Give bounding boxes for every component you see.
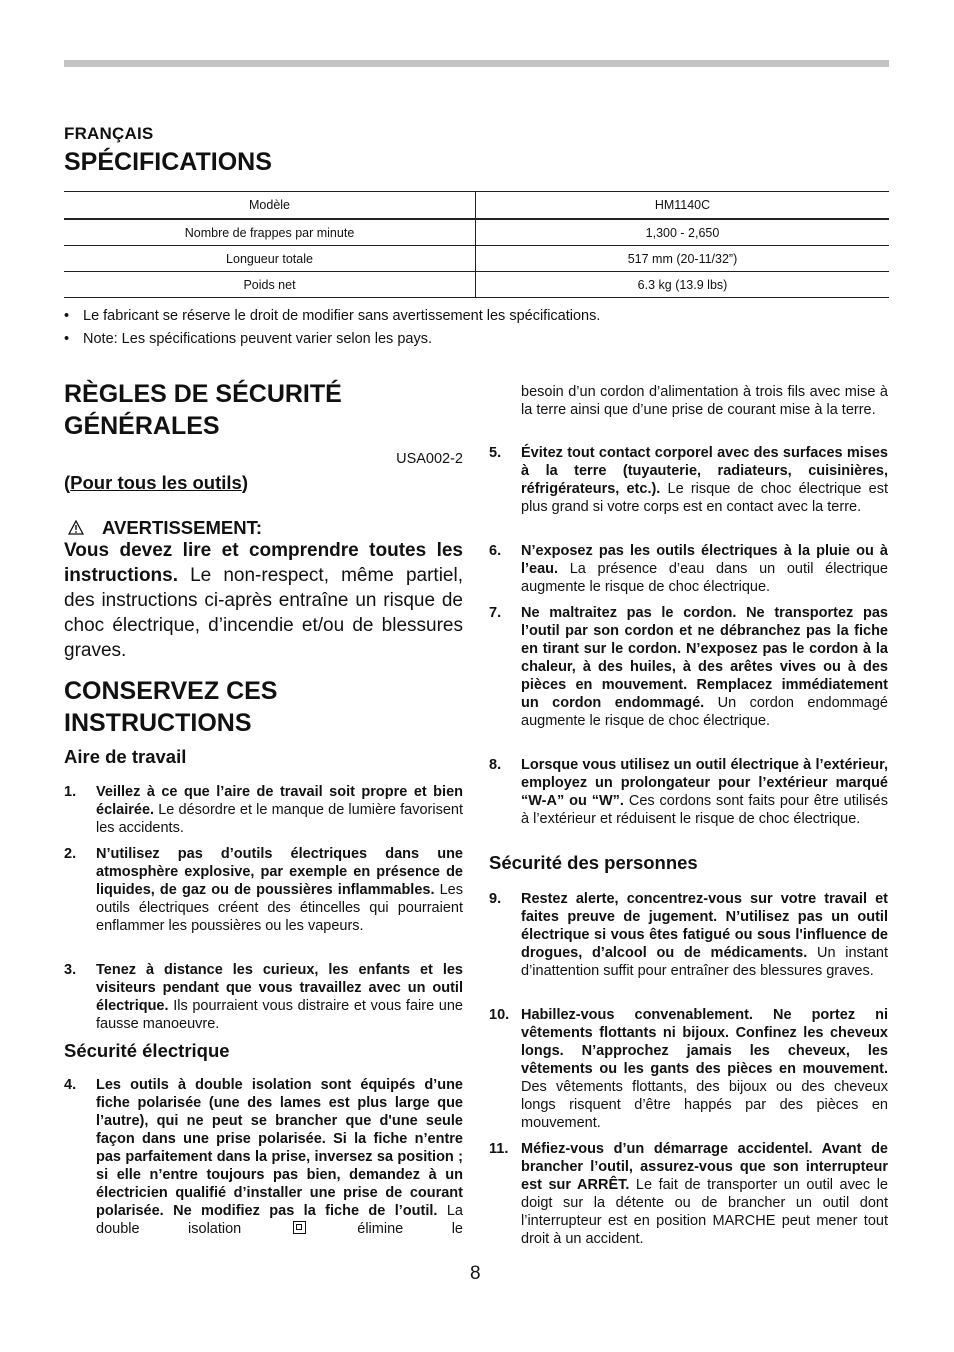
item-body [521, 1006, 888, 1132]
item-number: 10. [489, 1007, 510, 1023]
list-item [489, 1006, 888, 1132]
item-body [96, 783, 463, 837]
item-bold: Restez alerte, concentrez-vous sur votre travail et faites preuve de jugement. N’utilisez pas un outil électrique si vous êtes fatigué ou sous l'influence de drogues, d’alcool ou de médicaments. [521, 891, 888, 961]
item-body [96, 961, 463, 1033]
item-rest: Ils pourraient vous distraire et vous faire une fausse manoeuvre. [96, 998, 463, 1032]
keep-title-line2: INSTRUCTIONS [64, 709, 252, 737]
table-cell: Longueur totale [64, 246, 476, 272]
warning-label: AVERTISSEMENT: [102, 517, 263, 538]
list-item [489, 542, 888, 596]
keep-title-line1: CONSERVEZ CES [64, 677, 278, 705]
item-rest: Ces cordons sont faits pour être utilisés à l’extérieur et réduisent le risque de choc électrique. [521, 793, 889, 827]
item-rest: Des vêtements flottants, des bijoux ou des cheveux longs risquent d’être happés par des pièces en mouvement. [521, 1079, 888, 1131]
paren-open: ( [64, 472, 71, 493]
work-area-heading: Aire de travail [64, 746, 187, 767]
table-row [64, 272, 889, 298]
list-item [64, 783, 463, 837]
item-body [521, 890, 888, 980]
item-number: 6. [489, 543, 502, 559]
item-body [521, 542, 888, 596]
item-number: 4. [64, 1077, 77, 1093]
item-rest: La présence d’eau dans un outil électrique augmente le risque de choc électrique. [521, 561, 888, 595]
item-bold: Les outils à double isolation sont équipés d’une fiche polarisée (une des lames est plus large que l’autre), qui ne peut se brancher que d'une seule façon dans une prise polarisée. Si la fiche n’entre pas parfaitement dans la prise, inversez sa position ; si elle n’entre toujours pas bien, demandez à un électricien qualifié d’installer une prise de courant polarisée. Ne modifiez pas la fiche de l’outil. [96, 1077, 463, 1219]
double-insulation-icon [293, 1221, 306, 1234]
item-bold: Méfiez-vous d’un démarrage accidentel. Avant de brancher l’outil, assurez-vous que son interrupteur est sur ARRÊT. [521, 1141, 888, 1193]
item-body [521, 604, 888, 730]
item-bold: N’exposez pas les outils électriques à la pluie ou à l’eau. [521, 543, 888, 577]
item-number: 7. [489, 605, 502, 621]
item-number: 1. [64, 784, 77, 800]
item-bold: Veillez à ce que l’aire de travail soit propre et bien éclairée. [96, 784, 463, 818]
top-rule [64, 60, 889, 67]
rules-title [64, 378, 463, 442]
list-item [489, 1140, 888, 1248]
item-bold: Habillez-vous convenablement. Ne portez ni vêtements flottants ni bijoux. Confinez les cheveux longs. N’approchez jamais les cheveux, les vêtements ou les gants des pièces en mouvement. [521, 1007, 888, 1077]
table-row [64, 192, 889, 220]
table-cell: Nombre de frappes par minute [64, 219, 476, 246]
item-number: 11. [489, 1141, 509, 1157]
item-bold: Évitez tout contact corporel avec des surfaces mises à la terre (tuyauterie, radiateurs, cuisinières, réfrigérateurs, etc.). [521, 445, 888, 497]
page-number: 8 [470, 1263, 481, 1284]
table-cell: HM1140C [476, 192, 890, 220]
item-number: 5. [489, 445, 502, 461]
warning-rest-text: Le non-respect, même partiel, des instructions ci-après entraîne un risque de choc électrique, d’incendie et/ou de blessures graves. [64, 565, 463, 661]
list-item [489, 890, 888, 980]
item-number: 3. [64, 962, 77, 978]
list-item [489, 756, 888, 828]
table-cell: Poids net [64, 272, 476, 298]
list-item [64, 1076, 463, 1238]
item-number: 8. [489, 757, 502, 773]
list-item [64, 845, 463, 935]
table-row [64, 219, 889, 246]
item-rest: Un instant d’inattention suffit pour entraîner des blessures graves. [521, 945, 888, 979]
warning-heading [64, 517, 463, 539]
list-item: • Note: Les spécifications peuvent varier selon les pays. [64, 328, 889, 351]
item-body [521, 444, 888, 516]
item-number: 9. [489, 891, 502, 907]
item-rest: Le désordre et le manque de lumière favorisent les accidents. [96, 802, 463, 836]
item-rest: Les outils électriques créent des étincelles qui pourraient enflammer les poussières ou les vapeurs. [96, 882, 463, 934]
item-body [521, 756, 888, 828]
list-item [489, 604, 888, 730]
item-bold: Lorsque vous utilisez un outil électrique à l’extérieur, employez un prolongateur pour l’extérieur marqué “W-A” ou “W”. [521, 757, 888, 809]
item-number: 2. [64, 846, 77, 862]
item-bold: N’utilisez pas d’outils électriques dans une atmosphère explosive, par exemple en présence de liquides, de gaz ou de poussières inflammables. [96, 846, 463, 898]
warning-triangle-icon [64, 520, 88, 536]
keep-instructions-title [64, 675, 463, 739]
item-bold: Tenez à distance les curieux, les enfants et les visiteurs pendant que vous travaillez avec un outil électrique. [96, 962, 463, 1014]
list-item [489, 444, 888, 516]
rules-title-line2: GÉNÉRALES [64, 412, 220, 440]
table-cell: 6.3 kg (13.9 lbs) [476, 272, 890, 298]
document-code: USA002-2 [396, 451, 463, 467]
paren-close: ) [241, 472, 249, 493]
item-rest: Le risque de choc électrique est plus grand si votre corps est en contact avec la terre. [521, 481, 888, 515]
item-body [521, 1140, 888, 1248]
specifications-table [64, 191, 889, 298]
list-item: • Le fabricant se réserve le droit de modifier sans avertissement les spécifications. [64, 305, 889, 328]
table-cell: 517 mm (20-11/32”) [476, 246, 890, 272]
spec-notes [64, 305, 889, 351]
table-cell: Modèle [64, 192, 476, 220]
personal-safety-heading: Sécurité des personnes [489, 852, 698, 873]
item-rest: Le fait de transporter un outil avec le doigt sur la détente ou de brancher un outil dont l’interrupteur est en position MARCHE peut mener tout droit à un accident. [521, 1177, 888, 1247]
warning-bold-text: Vous devez lire et comprendre toutes les instructions. [64, 540, 463, 586]
item4-continuation: besoin d’un cordon d’alimentation à trois fils avec mise à la terre ainsi que d’une prise de courant mise à la terre. [521, 384, 888, 418]
item-rest: La double isolation [96, 1203, 463, 1237]
item-bold: Ne maltraitez pas le cordon. Ne transportez pas l’outil par son cordon et ne débranchez pas la fiche en tirant sur le cordon. N’exposez pas le cordon à la chaleur, à des huiles, à des arêtes vives ou à des pièces en mouvement. Remplacez immédiatement un cordon endommagé. [521, 605, 888, 711]
table-row [64, 246, 889, 272]
specifications-title: SPÉCIFICATIONS [64, 148, 272, 176]
rules-title-line1: RÈGLES DE SÉCURITÉ [64, 380, 342, 408]
item-rest-end: élimine le [308, 1221, 463, 1237]
language-label: FRANÇAIS [64, 124, 154, 143]
table-cell: 1,300 - 2,650 [476, 219, 890, 246]
all-tools-text: Pour tous les outils [70, 472, 242, 493]
item-rest: Un cordon endommagé augmente le risque de choc électrique. [521, 695, 888, 729]
item-body [96, 1076, 463, 1238]
item-body [96, 845, 463, 935]
list-item [64, 961, 463, 1033]
all-tools-heading [64, 472, 463, 494]
electric-safety-heading: Sécurité électrique [64, 1040, 230, 1061]
warning-text [64, 538, 463, 663]
